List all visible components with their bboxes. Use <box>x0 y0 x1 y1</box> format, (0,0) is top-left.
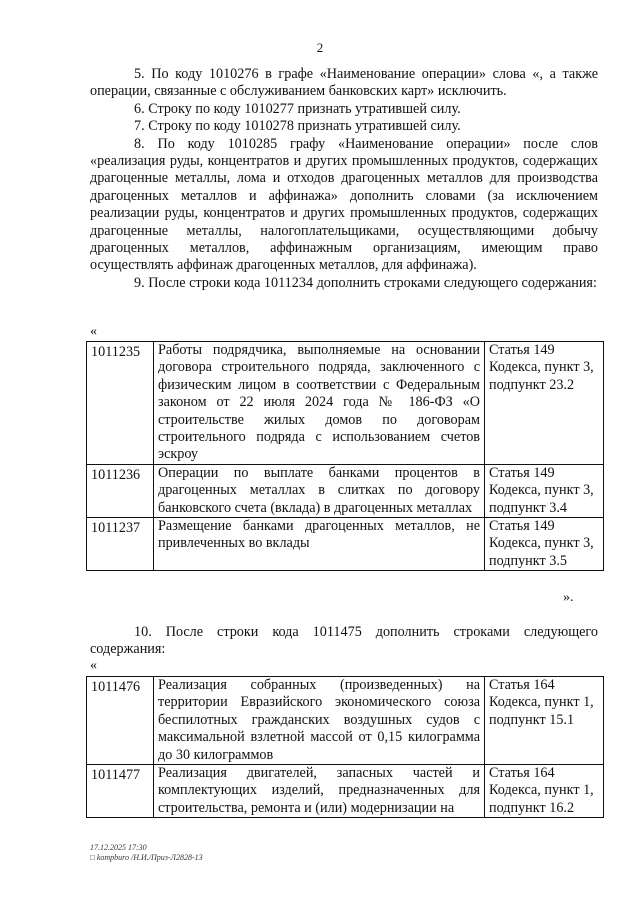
paragraph-9: 9. После строки кода 1011234 дополнить строками следующего содержания: <box>134 274 597 291</box>
table-row <box>87 342 604 465</box>
footer-timestamp: 17.12.2025 17:30 <box>90 843 147 852</box>
codes-table-1 <box>86 341 604 571</box>
table-row <box>87 464 604 517</box>
table-row <box>87 518 604 571</box>
quote-close-1: ». <box>563 590 574 605</box>
footer-file-ref: □ kompburo /Н.И./Приз-Л2828-13 <box>90 853 203 862</box>
article-cell: Статья 149 Кодекса, пункт 3, подпункт 23.2 <box>485 342 604 465</box>
operation-name-cell: Реализация собранных (произведенных) на территории Евразийского экономического союза беспилотных гражданских воздушных судов с максимальной взлетной массой от 0,15 килограмма до 30 килограммов <box>154 677 485 765</box>
paragraphs-upper <box>90 66 598 292</box>
footer-stamp <box>90 843 203 863</box>
article-cell: Статья 164 Кодекса, пункт 1, подпункт 16.2 <box>485 765 604 818</box>
quote-open-2: « <box>90 658 97 673</box>
code-cell: 1011476 <box>87 677 154 765</box>
operation-name-cell: Операции по выплате банками процентов в драгоценных металлах в слитках по договору банковского счета (вклада) в драгоценных металлах <box>154 464 485 517</box>
article-cell: Статья 149 Кодекса, пункт 3, подпункт 3.4 <box>485 464 604 517</box>
page-number: 2 <box>316 40 324 55</box>
table-row <box>87 677 604 765</box>
code-cell: 1011477 <box>87 765 154 818</box>
operation-name-cell: Размещение банками драгоценных металлов, не привлеченных во вклады <box>154 518 485 571</box>
paragraph-5: 5. По коду 1010276 в графе «Наименование операции» слова «, а также операции, связанные с обслуживанием банковских карт» исключить. <box>90 66 598 100</box>
code-cell: 1011236 <box>87 464 154 517</box>
paragraph-8: 8. По коду 1010285 графу «Наименование операции» после слов «реализация руды, концентратов и других промышленных продуктов, содержащих драгоценные металлы, лома и отходов драгоценных металлов для производства драгоценных металлов и аффинажа» дополнить словами (за исключением реализации руды, концентратов и других промышленных продуктов, содержащих драгоценные металлы, налогоплательщиками, осуществляющими добычу драгоценных металлов, аффинажным организациям, имеющим право осуществлять аффинаж драгоценных металлов, для аффинажа). <box>90 135 598 274</box>
article-cell: Статья 164 Кодекса, пункт 1, подпункт 15.1 <box>485 677 604 765</box>
paragraph-6: 6. Строку по коду 1010277 признать утратившей силу. <box>134 100 461 117</box>
paragraph-10: 10. После строки кода 1011475 дополнить строками следующего содержания: <box>90 624 598 658</box>
paragraph-7: 7. Строку по коду 1010278 признать утратившей силу. <box>134 118 461 135</box>
operation-name-cell: Реализация двигателей, запасных частей и комплектующих изделий, предназначенных для строительства, ремонта и (или) модернизации на <box>154 765 485 818</box>
code-cell: 1011235 <box>87 342 154 465</box>
table-row <box>87 765 604 818</box>
paragraphs-lower <box>90 624 598 659</box>
codes-table-2 <box>86 676 604 818</box>
quote-open-1: « <box>90 324 97 339</box>
article-cell: Статья 149 Кодекса, пункт 3, подпункт 3.5 <box>485 518 604 571</box>
code-cell: 1011237 <box>87 518 154 571</box>
operation-name-cell: Работы подрядчика, выполняемые на основании договора строительного подряда, заключенного с физическим лицом в соответствии с Федеральным законом от 22 июля 2024 года № 186-ФЗ «О строительстве жилых домов по договорам строительного подряда с использованием счетов эскроу <box>154 342 485 465</box>
